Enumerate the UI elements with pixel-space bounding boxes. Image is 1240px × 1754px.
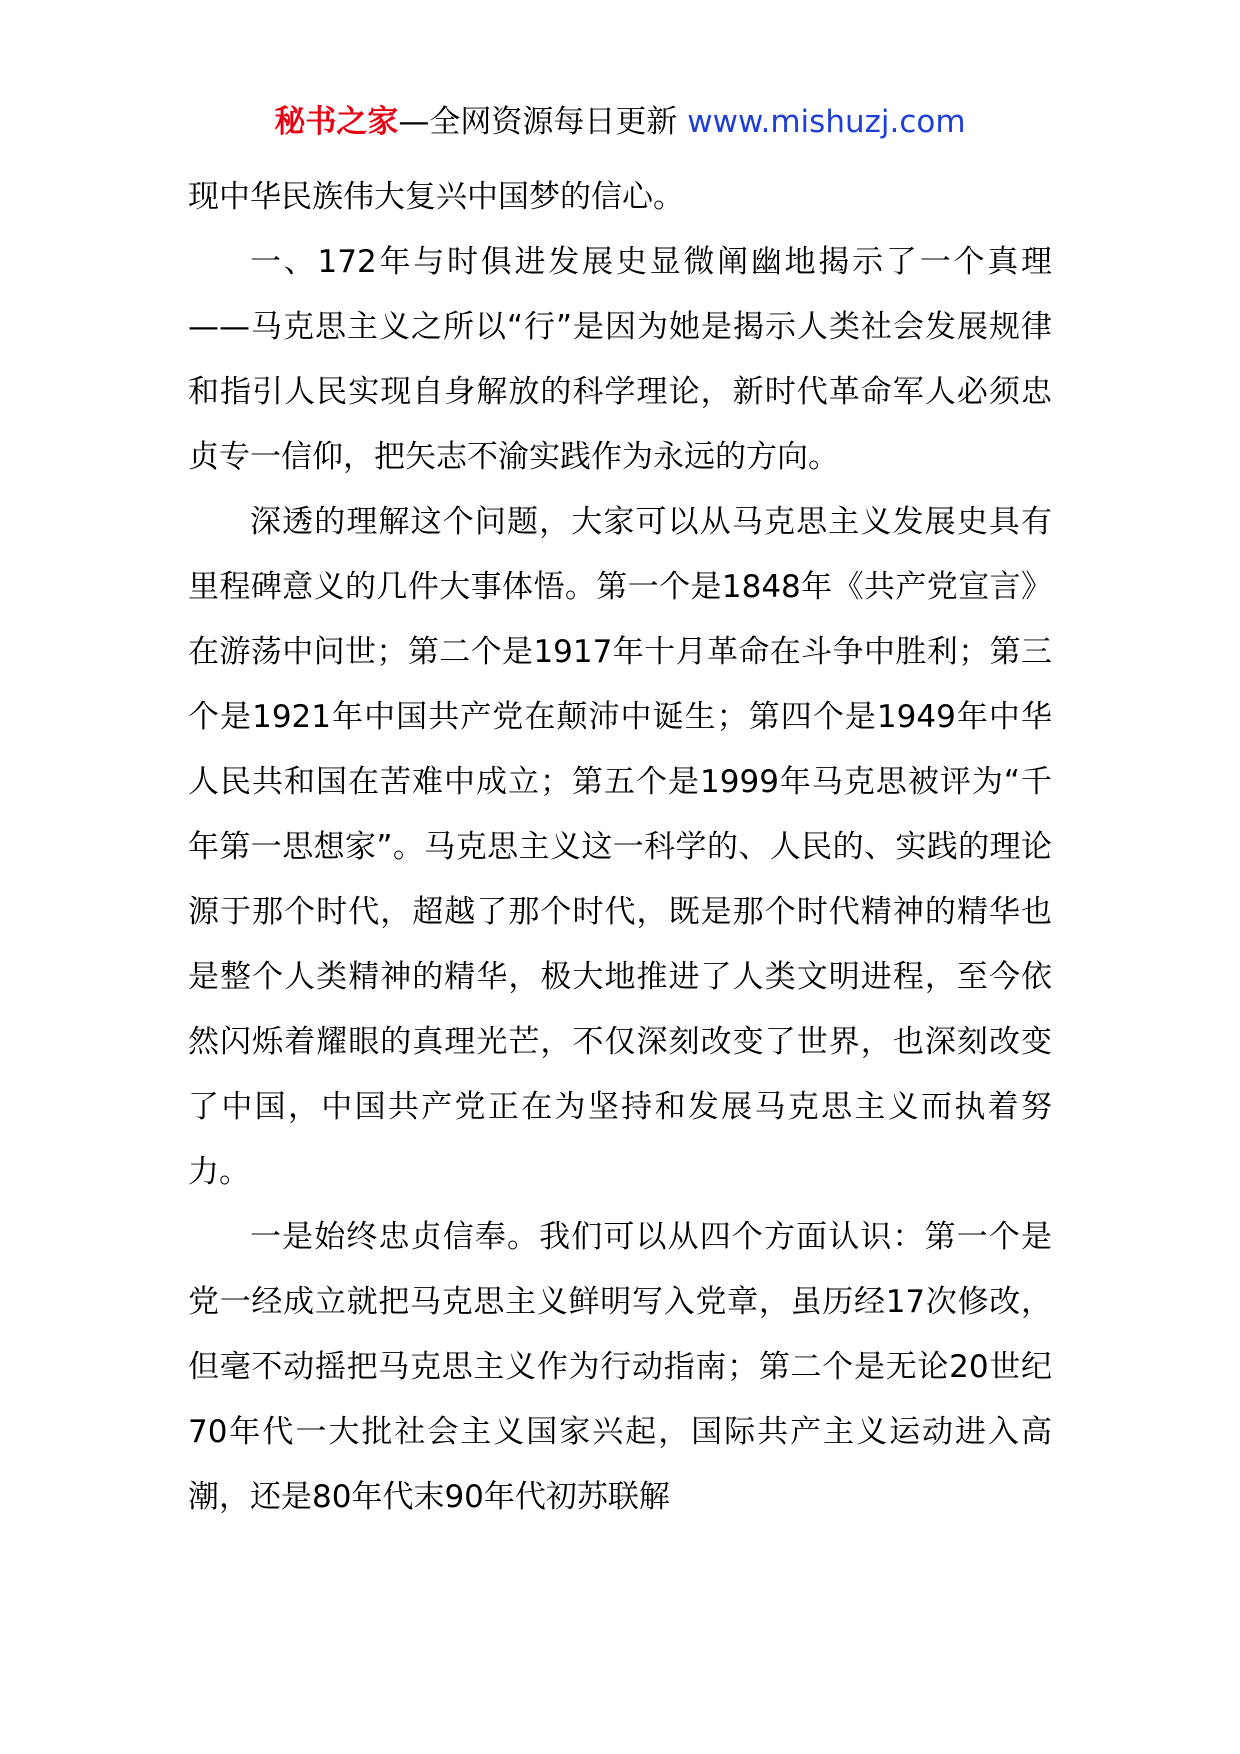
site-brand: 秘书之家 — [274, 104, 399, 140]
site-url-link[interactable]: www.mishuzj.com — [687, 104, 966, 140]
paragraph-section-heading: 一、172年与时俱进发展史显微阐幽地揭示了一个真理——马克思主义之所以“行”是因为她是揭示人类社会发展规律和指引人民实现自身解放的科学理论，新时代革命军人必须忠贞专一信仰，把矢志不渝实践作为永远的方向。 — [188, 244, 1052, 475]
paragraph-continuation: 现中华民族伟大复兴中国梦的信心。 — [188, 179, 684, 215]
paragraph-faithful-belief: 一是始终忠贞信奉。我们可以从四个方面认识：第一个是党一经成立就把马克思主义鲜明写入党章，虽历经17次修改，但毫不动摇把马克思主义作为行动指南；第二个是无论20世纪70年代一大批社会主义国家兴起，国际共产主义运动进入高潮，还是80年代末90年代初苏联解 — [188, 1219, 1052, 1515]
paragraph-history-events: 深透的理解这个问题，大家可以从马克思主义发展史具有里程碑意义的几件大事体悟。第一个是1848年《共产党宣言》在游荡中问世；第二个是1917年十月革命在斗争中胜利；第三个是1921年中国共产党在颠沛中诞生；第四个是1949年中华人民共和国在苦难中成立；第五个是1999年马克思被评为“千年第一思想家”。马克思主义这一科学的、人民的、实践的理论源于那个时代，超越了那个时代，既是那个时代精神的精华也是整个人类精神的精华，极大地推进了人类文明进程，至今依然闪烁着耀眼的真理光芒，不仅深刻改变了世界，也深刻改变了中国，中国共产党正在为坚持和发展马克思主义而执着努力。 — [188, 504, 1052, 1190]
site-header — [0, 100, 1240, 144]
site-tagline: —全网资源每日更新 — [398, 104, 688, 140]
document-body — [188, 165, 1052, 1530]
